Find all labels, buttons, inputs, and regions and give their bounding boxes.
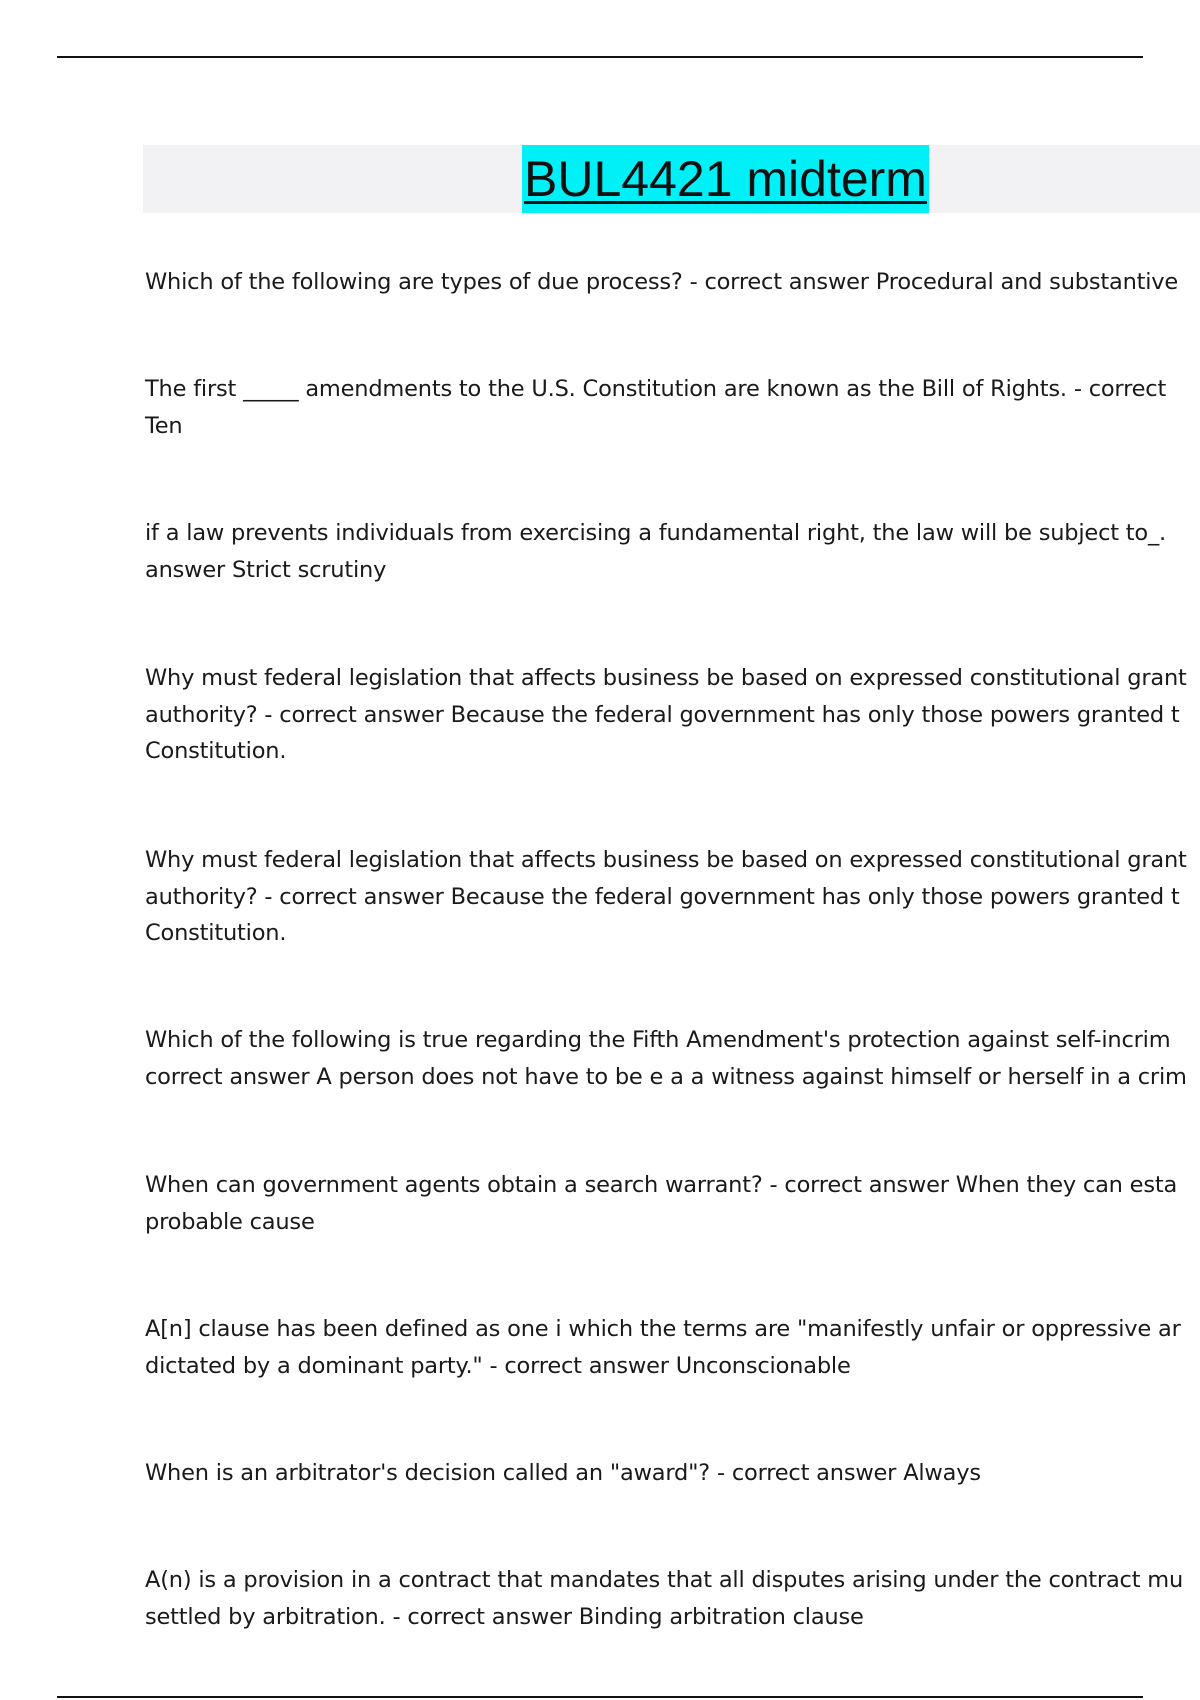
qa-item-4: Why must federal legislation that affects business be based on expressed constitutional grant authority? - correct answer Because the federal government has only those powers granted t Constitution. [145,665,1187,764]
qa-item-3: if a law prevents individuals from exercising a fundamental right, the law will be subject to_. answer Strict scrutiny [145,520,1166,583]
bottom-rule [57,1696,1143,1698]
qa-item-6: Which of the following is true regarding the Fifth Amendment's protection against self-incrim correct answer A person does not have to be e a a witness against himself or herself in a crim [145,1027,1187,1090]
top-rule [57,56,1143,58]
qa-item-7: When can government agents obtain a search warrant? - correct answer When they can esta probable cause [145,1172,1178,1235]
qa-item-5: Why must federal legislation that affects business be based on expressed constitutional grant authority? - correct answer Because the federal government has only those powers granted t Constitution. [145,847,1187,946]
qa-item-1: Which of the following are types of due process? - correct answer Procedural and substantive [145,269,1179,295]
qa-item-8: A[n] clause has been defined as one i which the terms are "manifestly unfair or oppressive ar dictated by a dominant party." - correct answer Unconscionable [145,1316,1181,1379]
qa-item-9: When is an arbitrator's decision called an "award"? - correct answer Always [145,1460,981,1486]
qa-item-10: A(n) is a provision in a contract that mandates that all disputes arising under the contract mu settled by arbitration. - correct answer Binding arbitration clause [145,1567,1184,1630]
document-title: BUL4421 midterm [522,145,929,213]
qa-item-2: The first _____ amendments to the U.S. Constitution are known as the Bill of Rights. - correct Ten [145,376,1167,439]
